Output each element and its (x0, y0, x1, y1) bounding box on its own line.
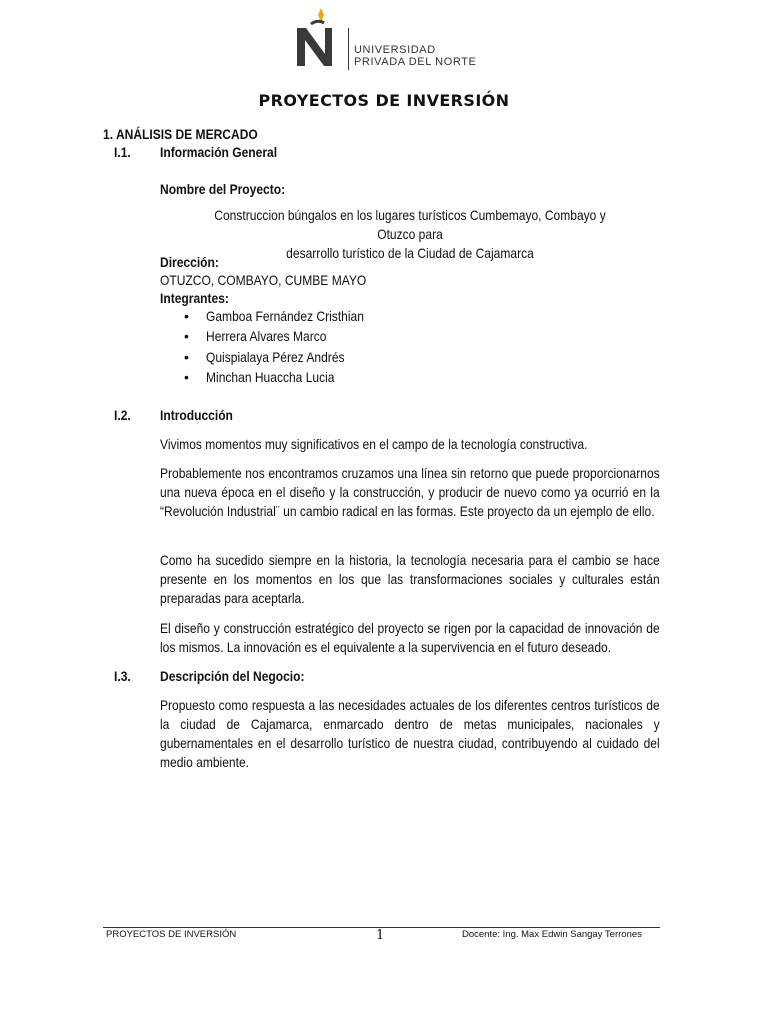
document-title: PROYECTOS DE INVERSIÓN (258, 91, 510, 110)
list-item: • Gamboa Fernández Cristhian (184, 308, 364, 324)
logo-wordmark (354, 44, 476, 68)
footer-title: PROYECTOS DE INVERSIÓN (106, 929, 237, 940)
address-label: Dirección: (160, 254, 219, 270)
bullet-icon: • (184, 369, 189, 386)
bullet-icon: • (184, 348, 189, 365)
footer-instructor: Docente: Ing. Max Edwin Sangay Terrones (462, 929, 642, 940)
logo-line-1: UNIVERSIDAD (354, 44, 436, 56)
logo-divider (348, 28, 349, 70)
intro-paragraph-3: Como ha sucedido siempre en la historia, la tecnología necesaria para el cambio se hace presente en los momentos en los que las transformaciones sociales y culturales están preparadas para aceptarla. (160, 552, 660, 606)
list-item: • Herrera Alvares Marco (184, 328, 327, 345)
project-name-value (160, 206, 660, 263)
intro-paragraph-2: Probablemente nos encontramos cruzamos una línea sin retorno que puede proporcionarnos una nueva época en el diseño y la construcción, y producir de nuevo como ya ocurrió en la “Revolución Industrial¨ un cambio radical en las formas. Este proyecto da un ejemplo de ello. (160, 465, 660, 519)
logo-line-2: PRIVADA DEL NORTE (354, 56, 477, 68)
subsection-number-3: I.3. (114, 668, 131, 684)
project-name-label: Nombre del Proyecto: (160, 181, 286, 197)
list-item: • Quispialaya Pérez Andrés (184, 348, 345, 365)
members-list (184, 307, 390, 389)
address-value: OTUZCO, COMBAYO, CUMBE MAYO (160, 272, 367, 288)
members-label: Integrantes: (160, 290, 229, 306)
university-logo (292, 8, 477, 68)
project-name-line-1: Construccion búngalos en los lugares turísticos Cumbemayo, Combayo y Otuzco para (214, 207, 606, 242)
intro-paragraph-4: El diseño y construcción estratégico del proyecto se rigen por la capacidad de innovación de los mismos. La innovación es el equivalente a la supervivencia en el futuro deseado. (160, 620, 660, 655)
bullet-icon: • (184, 328, 189, 345)
intro-paragraph-1: Vivimos momentos muy significativos en el campo de la tecnología constructiva. (160, 436, 588, 452)
bullet-icon: • (184, 308, 189, 324)
subsection-number-2: I.2. (114, 407, 131, 423)
upn-logo-icon (292, 8, 342, 68)
subsection-title-2: Introducción (160, 407, 233, 423)
project-name-line-2: desarrollo turístico de la Ciudad de Cajamarca (286, 245, 534, 261)
page-number: 1 (376, 928, 385, 943)
subsection-title-1: Información General (160, 144, 278, 160)
subsection-title-3: Descripción del Negocio: (160, 668, 305, 684)
business-paragraph: Propuesto como respuesta a las necesidades actuales de los diferentes centros turísticos de la ciudad de Cajamarca, enmarcado dentro de metas municipales, nacionales y gubernamentales en el desarrollo turístico de nuestra ciudad, contribuyendo al cuidado del medio ambiente. (160, 697, 660, 770)
section-heading: 1. ANÁLISIS DE MERCADO (103, 126, 258, 142)
list-item: • Minchan Huaccha Lucia (184, 369, 335, 386)
subsection-number-1: I.1. (114, 144, 131, 160)
